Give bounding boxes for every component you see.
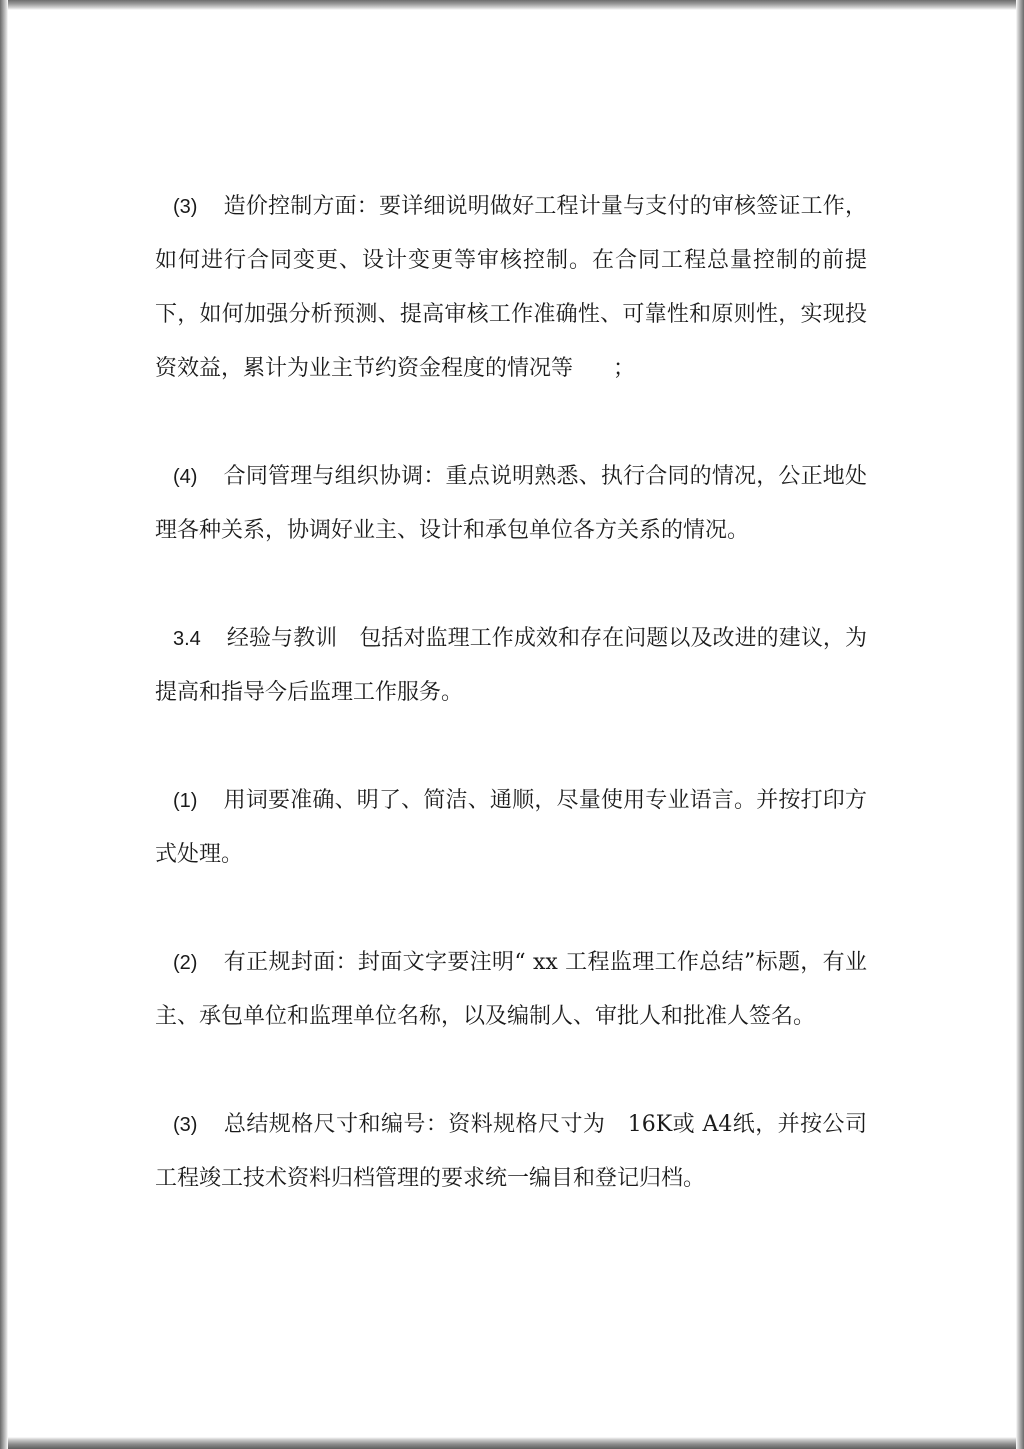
page-edge-left xyxy=(0,0,8,1449)
paragraph-wording xyxy=(155,774,867,882)
paragraph-number: (1) xyxy=(173,790,198,812)
paragraph-number: (4) xyxy=(173,466,198,488)
page-edge-bottom xyxy=(0,1437,1024,1449)
paragraph-text: 有正规封面：封面文字要注明“ xx 工程监理工作总结”标题，有业主、承包单位和监理单位名称，以及编制人、审批人和批准人签名。 xyxy=(155,950,868,1029)
page-edge-top xyxy=(0,0,1024,10)
paragraph-number: (3) xyxy=(173,1114,198,1136)
paragraph-format xyxy=(155,1098,867,1206)
document-body xyxy=(155,180,867,1260)
paragraph-text: 用词要准确、明了、简洁、通顺，尽量使用专业语言。并按打印方式处理。 xyxy=(155,788,867,867)
paragraph-number: (3) xyxy=(173,196,198,218)
paragraph-cost-control xyxy=(155,180,867,396)
paragraph-text: 合同管理与组织协调：重点说明熟悉、执行合同的情况，公正地处理各种关系，协调好业主、设计和承包单位各方关系的情况。 xyxy=(155,464,867,543)
paragraph-contract-management xyxy=(155,450,867,558)
section-number: 3.4 xyxy=(173,628,201,650)
paragraph-text: 经验与教训 包括对监理工作成效和存在问题以及改进的建议，为提高和指导今后监理工作服务。 xyxy=(155,626,867,705)
paragraph-number: (2) xyxy=(173,952,198,974)
paragraph-cover xyxy=(155,936,867,1044)
paragraph-text: 造价控制方面：要详细说明做好工程计量与支付的审核签证工作，如何进行合同变更、设计变更等审核控制。在合同工程总量控制的前提下，如何加强分析预测、提高审核工作准确性、可靠性和原则性，实现投资效益，累计为业主节约资金程度的情况等 xyxy=(155,194,867,381)
page-edge-right xyxy=(1016,0,1024,1449)
paragraph-text: 总结规格尺寸和编号：资料规格尺寸为 16K或 A4纸，并按公司工程竣工技术资料归档管理的要求统一编目和登记归档。 xyxy=(155,1112,867,1191)
paragraph-tail: ； xyxy=(613,356,636,381)
paragraph-lessons xyxy=(155,612,867,720)
